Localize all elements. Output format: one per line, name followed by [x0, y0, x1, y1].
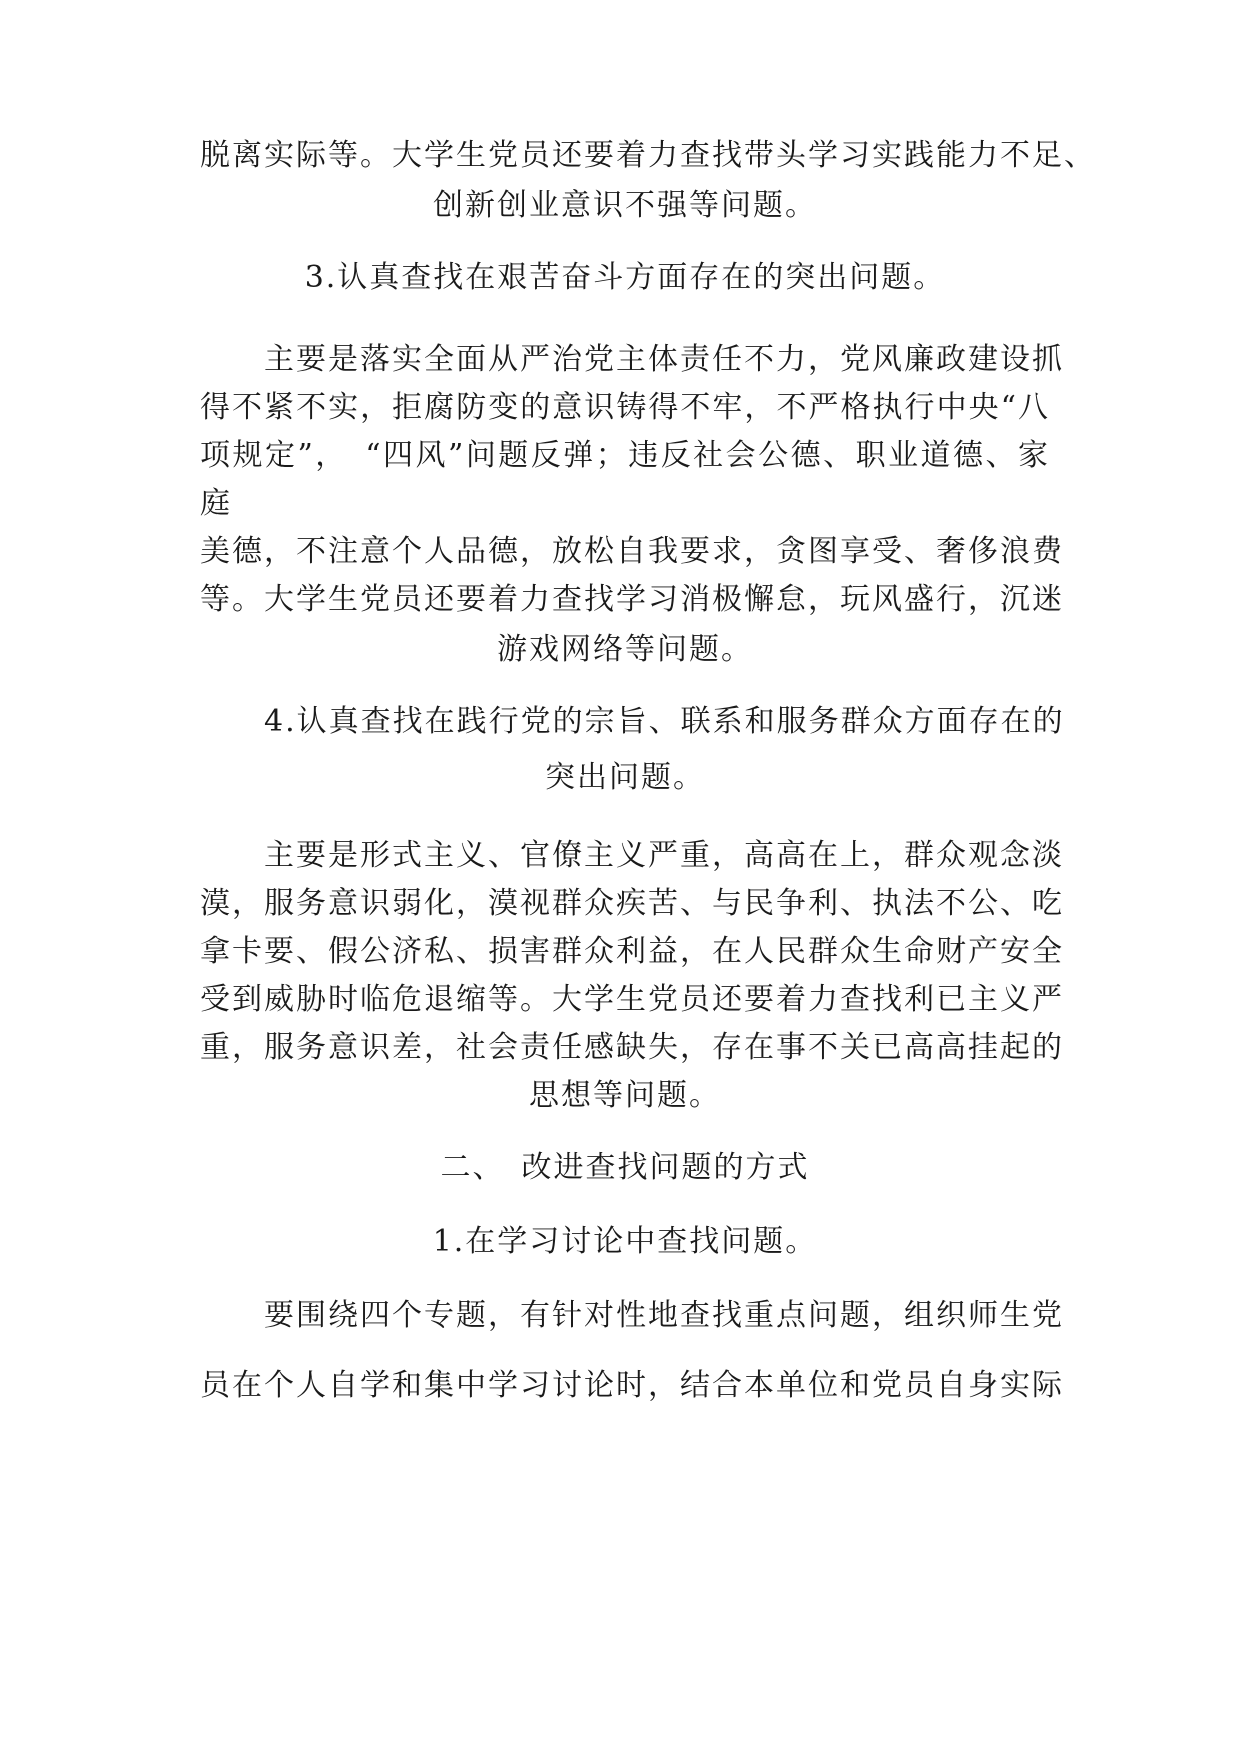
text-line-22: 员在个人自学和集中学习讨论时，结合本单位和党员自身实际 — [200, 1368, 1064, 1403]
text-line-9: 等。大学生党员还要着力查找学习消极懈怠，玩风盛行，沉迷 — [200, 582, 1064, 617]
text-line-14: 漠，服务意识弱化，漠视群众疾苦、与民争利、执法不公、吃 — [200, 886, 1064, 921]
text-line-6: 项规定”， “四风”问题反弹；违反社会公德、职业道德、家 — [200, 438, 1050, 473]
text-line-4: 主要是落实全面从严治党主体责任不力，党风廉政建设抓 — [200, 342, 1064, 377]
text-line-5: 得不紧不实，拒腐防变的意识铸得不牢，不严格执行中央“八 — [200, 390, 1050, 425]
text-line-10: 游戏网络等问题。 — [497, 632, 753, 667]
text-line-13: 主要是形式主义、官僚主义严重，高高在上，群众观念淡 — [200, 838, 1064, 873]
section-heading-4-line-1: 4.认真查找在践行党的宗旨、联系和服务群众方面存在的 — [200, 704, 1065, 739]
text-line-17: 重，服务意识差，社会责任感缺失，存在事不关已高高挂起的 — [200, 1030, 1064, 1065]
text-line-16: 受到威胁时临危退缩等。大学生党员还要着力查找利已主义严 — [200, 982, 1064, 1017]
text-line-18: 思想等问题。 — [529, 1078, 721, 1113]
section-heading-3: 3.认真查找在艰苦奋斗方面存在的突出问题。 — [304, 260, 946, 295]
text-line-8: 美德，不注意个人品德，放松自我要求，贪图享受、奢侈浪费 — [200, 534, 1064, 569]
chapter-heading-2: 二、 改进查找问题的方式 — [440, 1150, 810, 1185]
subsection-heading-1: 1.在学习讨论中查找问题。 — [432, 1224, 818, 1259]
text-line-1: 脱离实际等。大学生党员还要着力查找带头学习实践能力不足、 — [200, 138, 1096, 173]
text-line-2: 创新创业意识不强等问题。 — [433, 188, 817, 223]
text-line-21: 要围绕四个专题，有针对性地查找重点问题，组织师生党 — [200, 1298, 1064, 1333]
text-line-15: 拿卡要、假公济私、损害群众利益，在人民群众生命财产安全 — [200, 934, 1064, 969]
section-heading-4-line-2: 突出问题。 — [545, 760, 705, 795]
text-line-7: 庭 — [200, 486, 232, 521]
